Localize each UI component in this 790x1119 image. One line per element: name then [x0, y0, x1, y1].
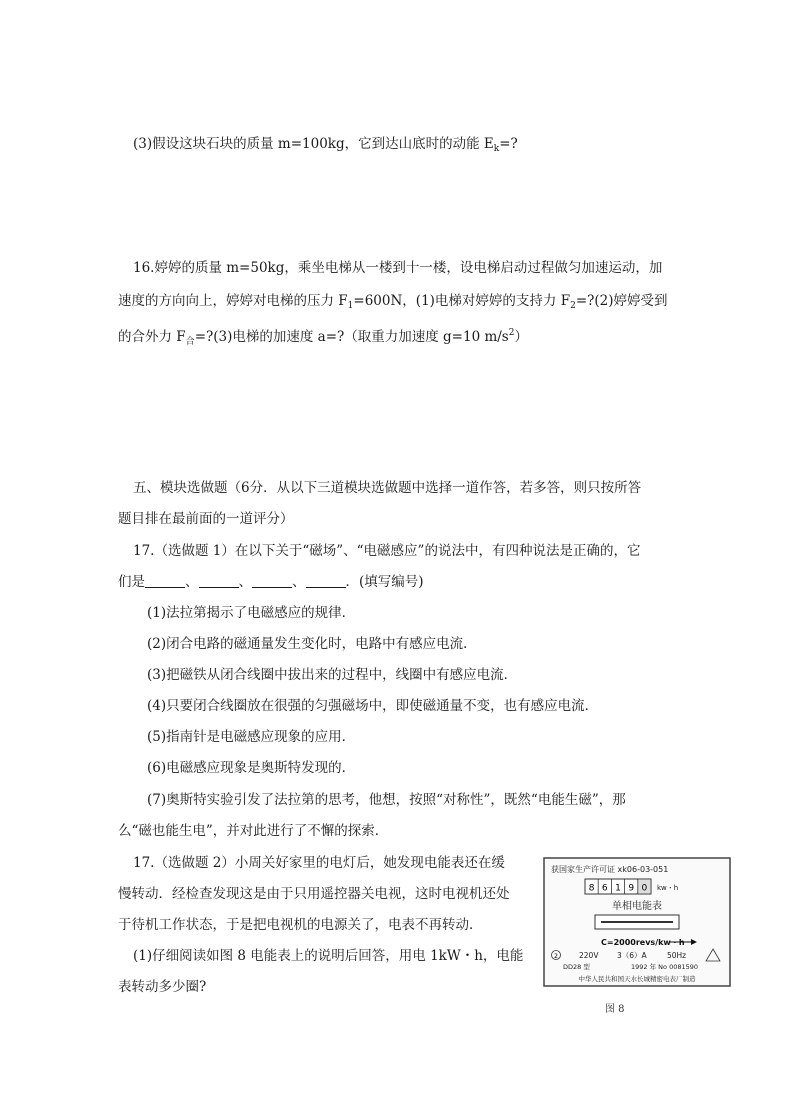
figure-caption: 图 8: [605, 1004, 625, 1015]
q17-1-line2: 们是 、 、 、 ．(填写编号): [118, 574, 424, 590]
q17-1-option: (7)奥斯特实验引发了法拉第的思考，他想，按照“对称性”，既然“电能生磁”，那: [147, 792, 626, 808]
answer-blank-1: [145, 573, 185, 588]
q16-line1: 16.婷婷的质量 m=50kg，乘坐电梯从一楼到十一楼，设电梯启动过程做匀加速运动，加: [133, 260, 663, 276]
meter-digit: 0: [641, 883, 648, 894]
meter-voltage: 220V: [579, 951, 599, 960]
meter-title: 单相电能表: [612, 901, 662, 912]
q15-part3: (3)假设这块石块的质量 m=100kg，它到达山底时的动能 $E_k=$?: [133, 136, 518, 154]
answer-blank-2: [199, 573, 239, 588]
q17-2-line2: 慢转动．经检查发现这是由于只用遥控器关电视，这时电视机还处: [118, 886, 510, 902]
meter-maker: 中华人民共和国天水长城精密电表厂制造: [578, 975, 696, 983]
meter-frequency: 50Hz: [667, 951, 687, 960]
q17-1-option7-cont: 么“磁也能生电”，并对此进行了不懈的探索．: [118, 823, 389, 839]
q16-line2: 速度的方向向上，婷婷对电梯的压力 $F_1=600N$，(1)电梯对婷婷的支持力 $F_2=?(2)$婷婷受到: [118, 293, 668, 311]
q17-1-option: (3)把磁铁从闭合线圈中拔出来的过程中，线圈中有感应电流．: [147, 667, 518, 683]
meter-digit: 9: [628, 883, 635, 894]
q17-1-option: (2)闭合电路的磁通量发生变化时，电路中有感应电流．: [147, 636, 477, 652]
meter-license: 获国家生产许可证 xk06-03-051: [551, 865, 669, 874]
circled-two-digit: 2: [554, 953, 558, 960]
section5-line1: 五、模块选做题（6分．从以下三道模块选做题中选择一道作答，若多答，则只按所答: [133, 480, 642, 496]
answer-blank-3: [252, 573, 292, 588]
q17-1-option: (5)指南针是电磁感应现象的应用．: [147, 729, 356, 745]
q17-1-option: (1)法拉第揭示了电磁感应的规律．: [147, 605, 356, 621]
meter-digit-display: [585, 879, 651, 894]
q16-line3: 的合外力 $F_合=?(3)$电梯的加速度 a=?（取重力加速度 g=10 $m/s^2$）: [118, 328, 528, 347]
meter-year-no: 1992 年 No 0081590: [631, 963, 699, 971]
q17-1-option: (6)电磁感应现象是奥斯特发现的．: [147, 760, 356, 776]
meter-digit: 1: [615, 883, 621, 894]
electric-meter-figure: [543, 857, 731, 987]
meter-rating: C=2000revs/kw・h: [601, 938, 685, 947]
section5-line2: 题目排在最前面的一道评分）: [118, 511, 294, 527]
answer-blank-4: [306, 573, 346, 588]
q17-2-line3: 于待机工作状态，于是把电视机的电源关了，电表不再转动．: [118, 917, 483, 933]
q17-2-line4: (1)仔细阅读如图 8 电能表上的说明后回答，用电 1kW・h，电能: [133, 948, 524, 964]
q17-2-line1: 17.（选做题 2）小周关好家里的电灯后，她发现电能表还在缓: [133, 855, 505, 871]
q17-1-line1: 17.（选做题 1）在以下关于“磁场”、“电磁感应”的说法中，有四种说法是正确的，它: [133, 543, 641, 559]
meter-model: DD28 型: [563, 963, 590, 971]
meter-current: 3（6）A: [617, 951, 647, 960]
meter-digit: 6: [601, 883, 608, 894]
meter-digit: 8: [588, 883, 595, 894]
q17-1-option: (4)只要闭合线圈放在很强的匀强磁场中，即使磁通量不变，也有感应电流．: [147, 698, 599, 714]
q17-2-line5: 表转动多少圈?: [118, 979, 207, 995]
meter-unit: kw・h: [657, 884, 679, 892]
